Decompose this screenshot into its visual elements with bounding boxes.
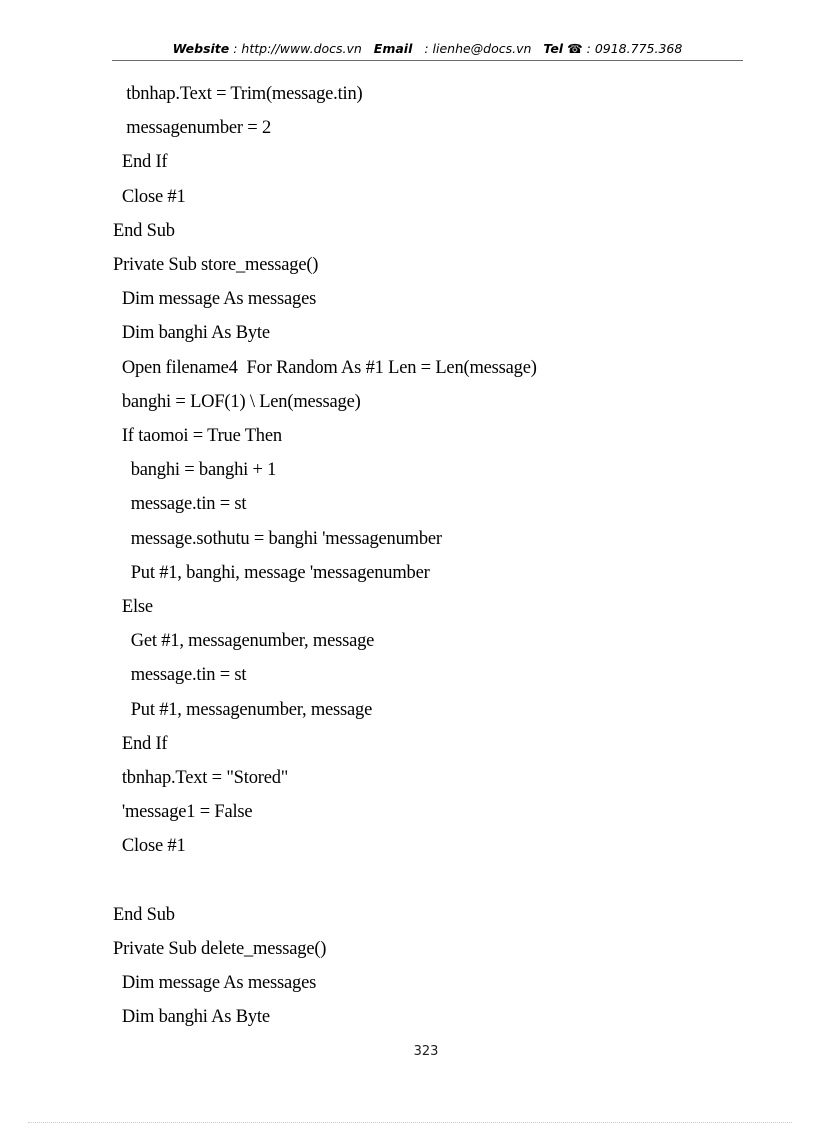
code-line: messagenumber = 2 (113, 118, 271, 139)
code-line: tbnhap.Text = Trim(message.tin) (113, 84, 363, 104)
code-line: End Sub (113, 904, 175, 925)
code-line: message.tin = st (113, 665, 247, 686)
code-line: End Sub (113, 220, 175, 241)
page-number: 323 (413, 1044, 439, 1059)
tel-value: : 0918.775.368 (586, 41, 683, 56)
code-line: 'message1 = False (113, 802, 253, 823)
code-line: Private Sub store_message() (113, 255, 319, 275)
code-line: Dim banghi As Byte (113, 323, 270, 344)
code-line: Dim message As messages (113, 973, 317, 994)
code-line: Get #1, messagenumber, message (113, 631, 375, 652)
code-line: Open filename4 For Random As #1 Len = Len(message) (113, 357, 537, 378)
email-value: : lienhe@docs.vn (424, 41, 532, 56)
code-line: banghi = banghi + 1 (113, 460, 277, 481)
website-label: Website (172, 41, 230, 56)
code-line: End If (113, 152, 168, 173)
code-line: End If (113, 733, 168, 754)
code-line: Put #1, banghi, message 'messagenumber (113, 562, 430, 583)
phone-icon: ☎ (567, 41, 583, 56)
code-line: If taomoi = True Then (113, 426, 282, 446)
code-line: Put #1, messagenumber, message (113, 699, 373, 720)
code-line: Private Sub delete_message() (113, 939, 327, 959)
tel-label: Tel (543, 41, 564, 56)
code-line: Dim message As messages (113, 289, 317, 310)
code-line: message.tin = st (113, 494, 247, 515)
code-line: Dim banghi As Byte (113, 1007, 270, 1028)
website-value: : http://www.docs.vn (233, 41, 362, 56)
code-line: banghi = LOF(1) \ Len(message) (113, 391, 361, 412)
email-label: Email (373, 41, 413, 56)
code-line: Else (113, 597, 153, 617)
code-line: Close #1 (113, 836, 186, 857)
code-line: tbnhap.Text = "Stored" (113, 768, 289, 788)
code-line: Close #1 (113, 186, 186, 207)
code-line: message.sothutu = banghi 'messagenumber (113, 528, 442, 549)
